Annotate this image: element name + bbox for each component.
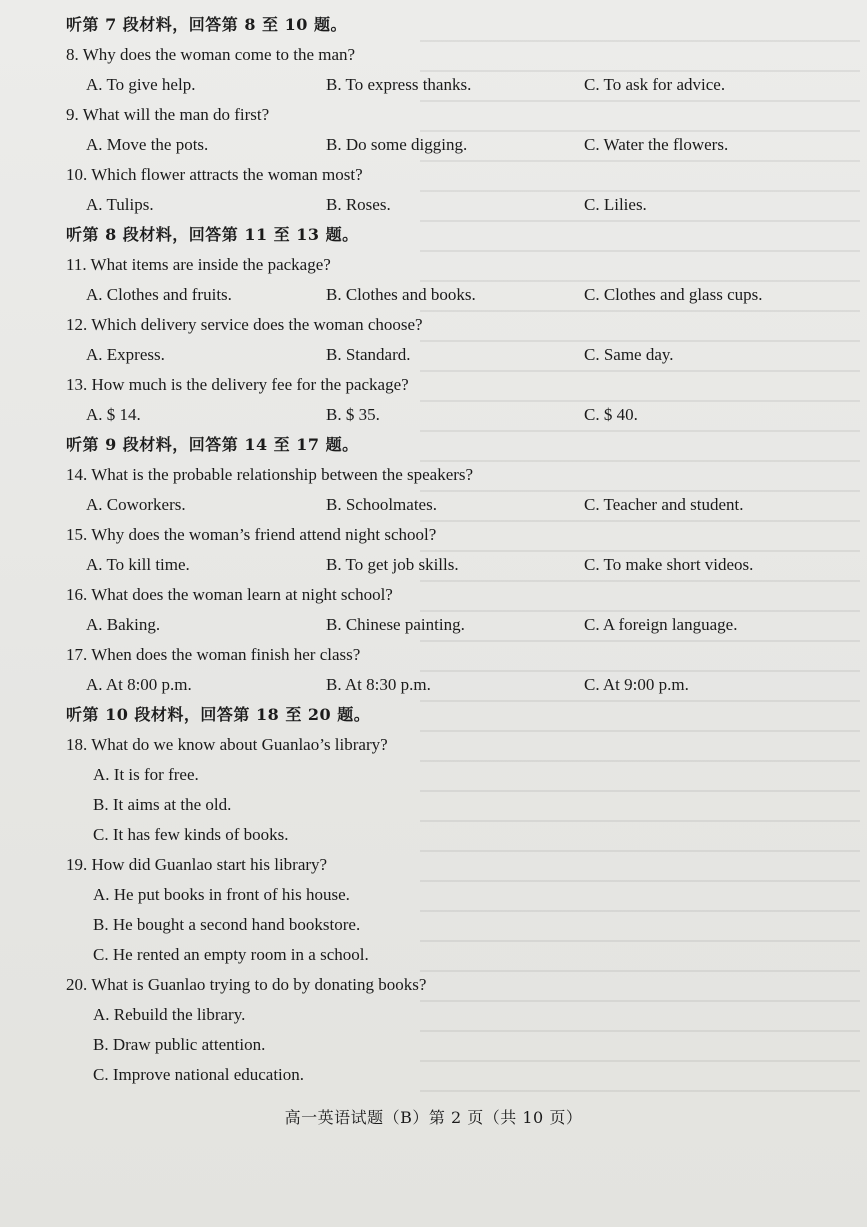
option-c: C. Teacher and student.	[584, 495, 744, 514]
question-19: 19. How did Guanlao start his library?	[66, 855, 328, 874]
option-a: A. He put books in front of his house.	[93, 885, 350, 904]
question-12: 12. Which delivery service does the woman choose?	[66, 315, 423, 334]
question-13: 13. How much is the delivery fee for the package?	[66, 375, 409, 394]
option-a: A. To give help.	[86, 75, 196, 94]
options-12	[66, 340, 846, 370]
question-20: 20. What is Guanlao trying to do by donating books?	[66, 975, 427, 994]
option-a: A. Coworkers.	[86, 495, 186, 514]
section-header: 听第 8 段材料，回答第 11 至 13 题。	[66, 225, 359, 244]
options-11	[66, 280, 846, 310]
option-c: C. Clothes and glass cups.	[584, 285, 763, 304]
options-15	[66, 550, 846, 580]
option-a: A. Clothes and fruits.	[86, 285, 232, 304]
option-b: B. Chinese painting.	[326, 615, 465, 634]
option-b: B. Schoolmates.	[326, 495, 437, 514]
option-a: A. Express.	[86, 345, 165, 364]
question-11: 11. What items are inside the package?	[66, 255, 331, 274]
section-header: 听第 9 段材料，回答第 14 至 17 题。	[66, 435, 359, 454]
option-a: A. Baking.	[86, 615, 161, 634]
options-17	[66, 670, 846, 700]
options-8	[66, 70, 846, 100]
option-c: C. A foreign language.	[584, 615, 738, 634]
option-b: B. Draw public attention.	[93, 1035, 266, 1054]
option-b: B. Roses.	[326, 195, 391, 214]
question-18: 18. What do we know about Guanlao’s library?	[66, 735, 388, 754]
option-b: B. To express thanks.	[326, 75, 472, 94]
section-header: 听第 10 段材料，回答第 18 至 20 题。	[66, 705, 371, 724]
option-c: C. To make short videos.	[584, 555, 754, 574]
option-c: C. Same day.	[584, 345, 674, 364]
option-c: C. It has few kinds of books.	[93, 825, 289, 844]
options-16	[66, 610, 846, 640]
option-c: C. Lilies.	[584, 195, 647, 214]
option-c: C. To ask for advice.	[584, 75, 726, 94]
options-13	[66, 400, 846, 430]
question-9: 9. What will the man do first?	[66, 105, 270, 124]
options-10	[66, 190, 846, 220]
options-14	[66, 490, 846, 520]
page-footer: 高一英语试题（B）第 2 页（共 10 页）	[284, 1108, 583, 1127]
option-b: B. Do some digging.	[326, 135, 468, 154]
option-c: C. At 9:00 p.m.	[584, 675, 689, 694]
option-a: A. Rebuild the library.	[93, 1005, 246, 1024]
option-c: C. Water the flowers.	[584, 135, 729, 154]
option-a: A. Move the pots.	[86, 135, 209, 154]
option-a: A. To kill time.	[86, 555, 190, 574]
question-17: 17. When does the woman finish her class?	[66, 645, 361, 664]
question-8: 8. Why does the woman come to the man?	[66, 45, 356, 64]
question-14: 14. What is the probable relationship between the speakers?	[66, 465, 474, 484]
option-b: B. To get job skills.	[326, 555, 459, 574]
exam-content	[66, 10, 846, 1090]
option-a: A. At 8:00 p.m.	[86, 675, 192, 694]
option-a: A. $ 14.	[86, 405, 141, 424]
option-c: C. $ 40.	[584, 405, 638, 424]
option-a: A. Tulips.	[86, 195, 154, 214]
option-b: B. Standard.	[326, 345, 411, 364]
option-b: B. $ 35.	[326, 405, 380, 424]
option-b: B. It aims at the old.	[93, 795, 232, 814]
options-9	[66, 130, 846, 160]
option-b: B. He bought a second hand bookstore.	[93, 915, 361, 934]
option-b: B. Clothes and books.	[326, 285, 476, 304]
option-b: B. At 8:30 p.m.	[326, 675, 431, 694]
option-a: A. It is for free.	[93, 765, 199, 784]
section-header: 听第 7 段材料，回答第 8 至 10 题。	[66, 15, 347, 34]
option-c: C. He rented an empty room in a school.	[93, 945, 369, 964]
question-10: 10. Which flower attracts the woman most?	[66, 165, 363, 184]
option-c: C. Improve national education.	[93, 1065, 305, 1084]
question-15: 15. Why does the woman’s friend attend night school?	[66, 525, 437, 544]
question-16: 16. What does the woman learn at night school?	[66, 585, 393, 604]
